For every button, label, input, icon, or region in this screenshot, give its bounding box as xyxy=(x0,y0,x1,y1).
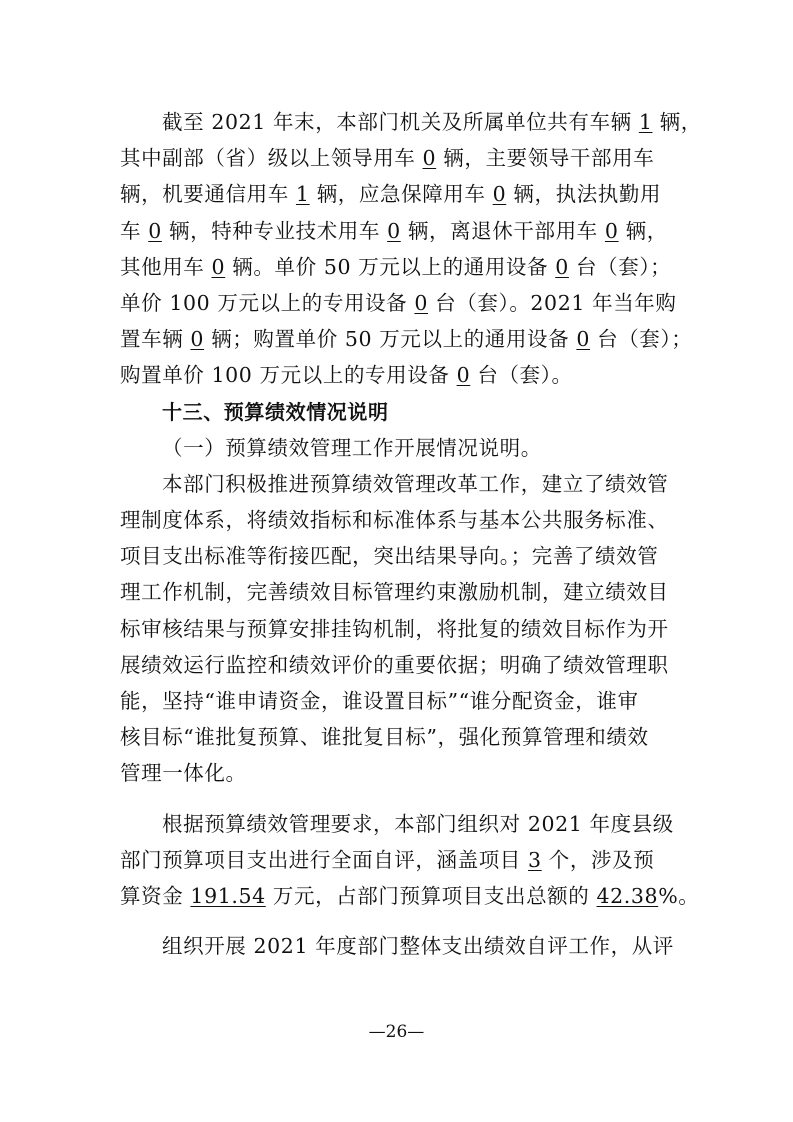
filled-value: 0 xyxy=(190,327,205,352)
text-run: 置车辆 xyxy=(120,327,191,352)
text-run: 辆， xyxy=(652,110,702,134)
text-run: 辆， xyxy=(618,218,668,243)
document-body xyxy=(120,104,702,964)
text-run: 管理一体化。 xyxy=(120,761,247,786)
text-run: 理工作机制，完善绩效目标管理约束激励机制，建立绩效目 xyxy=(120,580,669,605)
text-run: 台（套）； xyxy=(589,327,693,352)
filled-value: 42.38 xyxy=(596,883,659,908)
text-run: 项目支出标准等衔接匹配，突出结果导向。；完善了绩效管 xyxy=(120,544,659,569)
text-line xyxy=(120,719,680,755)
text-line xyxy=(120,574,680,610)
text-line xyxy=(120,140,680,176)
filled-value: 0 xyxy=(422,146,437,171)
filled-value: 0 xyxy=(555,254,569,279)
text-run: 标审核结果与预算安排挂钩机制，将批复的绩效目标作为开 xyxy=(120,616,669,641)
text-run: 辆，应急保障用车 xyxy=(309,182,493,207)
text-line xyxy=(120,357,680,393)
text-run: 辆，离退休干部用车 xyxy=(400,218,605,243)
text-line xyxy=(120,611,680,647)
text-run: 组织开展 2021 年度部门整体支出绩效自评工作，从评 xyxy=(162,934,674,959)
text-line xyxy=(120,538,680,574)
text-run: 本部门积极推进预算绩效管理改革工作，建立了绩效管 xyxy=(162,471,669,496)
text-run: 购置单价 100 万元以上的专用设备 xyxy=(120,363,457,388)
text-run: 能，坚持“谁申请资金，谁设置目标”“谁分配资金，谁审 xyxy=(120,689,639,713)
paragraph-gap xyxy=(120,792,680,806)
text-line xyxy=(120,104,702,140)
text-run: 辆，执法执勤用 xyxy=(506,182,662,207)
text-run: 十三、预算绩效情况说明 xyxy=(162,399,389,424)
text-line xyxy=(120,502,680,538)
filled-value: 0 xyxy=(211,254,226,279)
filled-value: 0 xyxy=(604,218,619,243)
text-line xyxy=(120,285,680,321)
text-run: 个，涉及预 xyxy=(541,847,655,872)
text-line xyxy=(120,878,700,914)
text-line xyxy=(120,321,693,357)
text-run: 辆。单价 50 万元以上的通用设备 xyxy=(225,254,556,279)
text-run: 台（套）。 xyxy=(470,363,573,388)
text-line xyxy=(120,176,680,212)
text-run: 其中副部（省）级以上领导用车 xyxy=(120,146,423,171)
text-run: 单价 100 万元以上的专用设备 xyxy=(120,290,415,315)
text-line xyxy=(120,466,680,502)
subsection-heading xyxy=(120,430,680,466)
text-line xyxy=(120,683,680,719)
filled-value: 0 xyxy=(148,218,162,243)
filled-value: 0 xyxy=(576,327,590,352)
filled-value: 191.54 xyxy=(190,883,266,908)
text-line xyxy=(120,755,680,791)
text-line xyxy=(120,806,680,842)
text-run: 车 xyxy=(120,218,149,243)
text-line xyxy=(120,647,680,683)
page-number: —26— xyxy=(368,1022,425,1042)
text-run: 理制度体系，将绩效指标和标准体系与基本公共服务标准、 xyxy=(120,508,669,533)
filled-value: 1 xyxy=(638,110,653,134)
text-run: 辆，特种专业技术用车 xyxy=(161,218,388,243)
text-run: 辆；购置单价 50 万元以上的通用设备 xyxy=(204,327,577,352)
text-run: 算资金 xyxy=(120,883,191,908)
text-run: （一）预算绩效管理工作开展情况说明。 xyxy=(162,435,542,460)
filled-value: 0 xyxy=(492,182,507,207)
paragraph-gap xyxy=(120,914,680,928)
text-line xyxy=(120,213,680,249)
text-run: 辆，主要领导干部用车 xyxy=(436,146,655,171)
text-line xyxy=(120,842,680,878)
text-run: 部门预算项目支出进行全面自评，涵盖项目 xyxy=(120,847,529,872)
text-run: 辆，机要通信用车 xyxy=(120,182,296,207)
filled-value: 0 xyxy=(456,363,471,388)
filled-value: 1 xyxy=(295,182,310,207)
filled-value: 3 xyxy=(528,847,542,872)
filled-value: 0 xyxy=(414,290,429,315)
text-run: 截至 2021 年末，本部门机关及所属单位共有车辆 xyxy=(162,110,639,134)
text-run: %。 xyxy=(658,883,700,908)
text-run: 展绩效运行监控和绩效评价的重要依据；明确了绩效管理职 xyxy=(120,652,669,677)
text-run: 根据预算绩效管理要求，本部门组织对 2021 年度县级 xyxy=(162,811,674,836)
text-run: 万元，占部门预算项目支出总额的 xyxy=(265,883,597,908)
text-line xyxy=(120,928,680,964)
text-run: 台（套）； xyxy=(568,254,672,279)
text-run: 台（套）。2021 年当年购 xyxy=(428,290,677,315)
section-heading xyxy=(120,394,680,430)
filled-value: 0 xyxy=(387,218,401,243)
text-run: 核目标“谁批复预算、谁批复目标”，强化预算管理和绩效 xyxy=(120,725,649,750)
text-run: 其他用车 xyxy=(120,254,212,279)
text-line xyxy=(120,249,680,285)
